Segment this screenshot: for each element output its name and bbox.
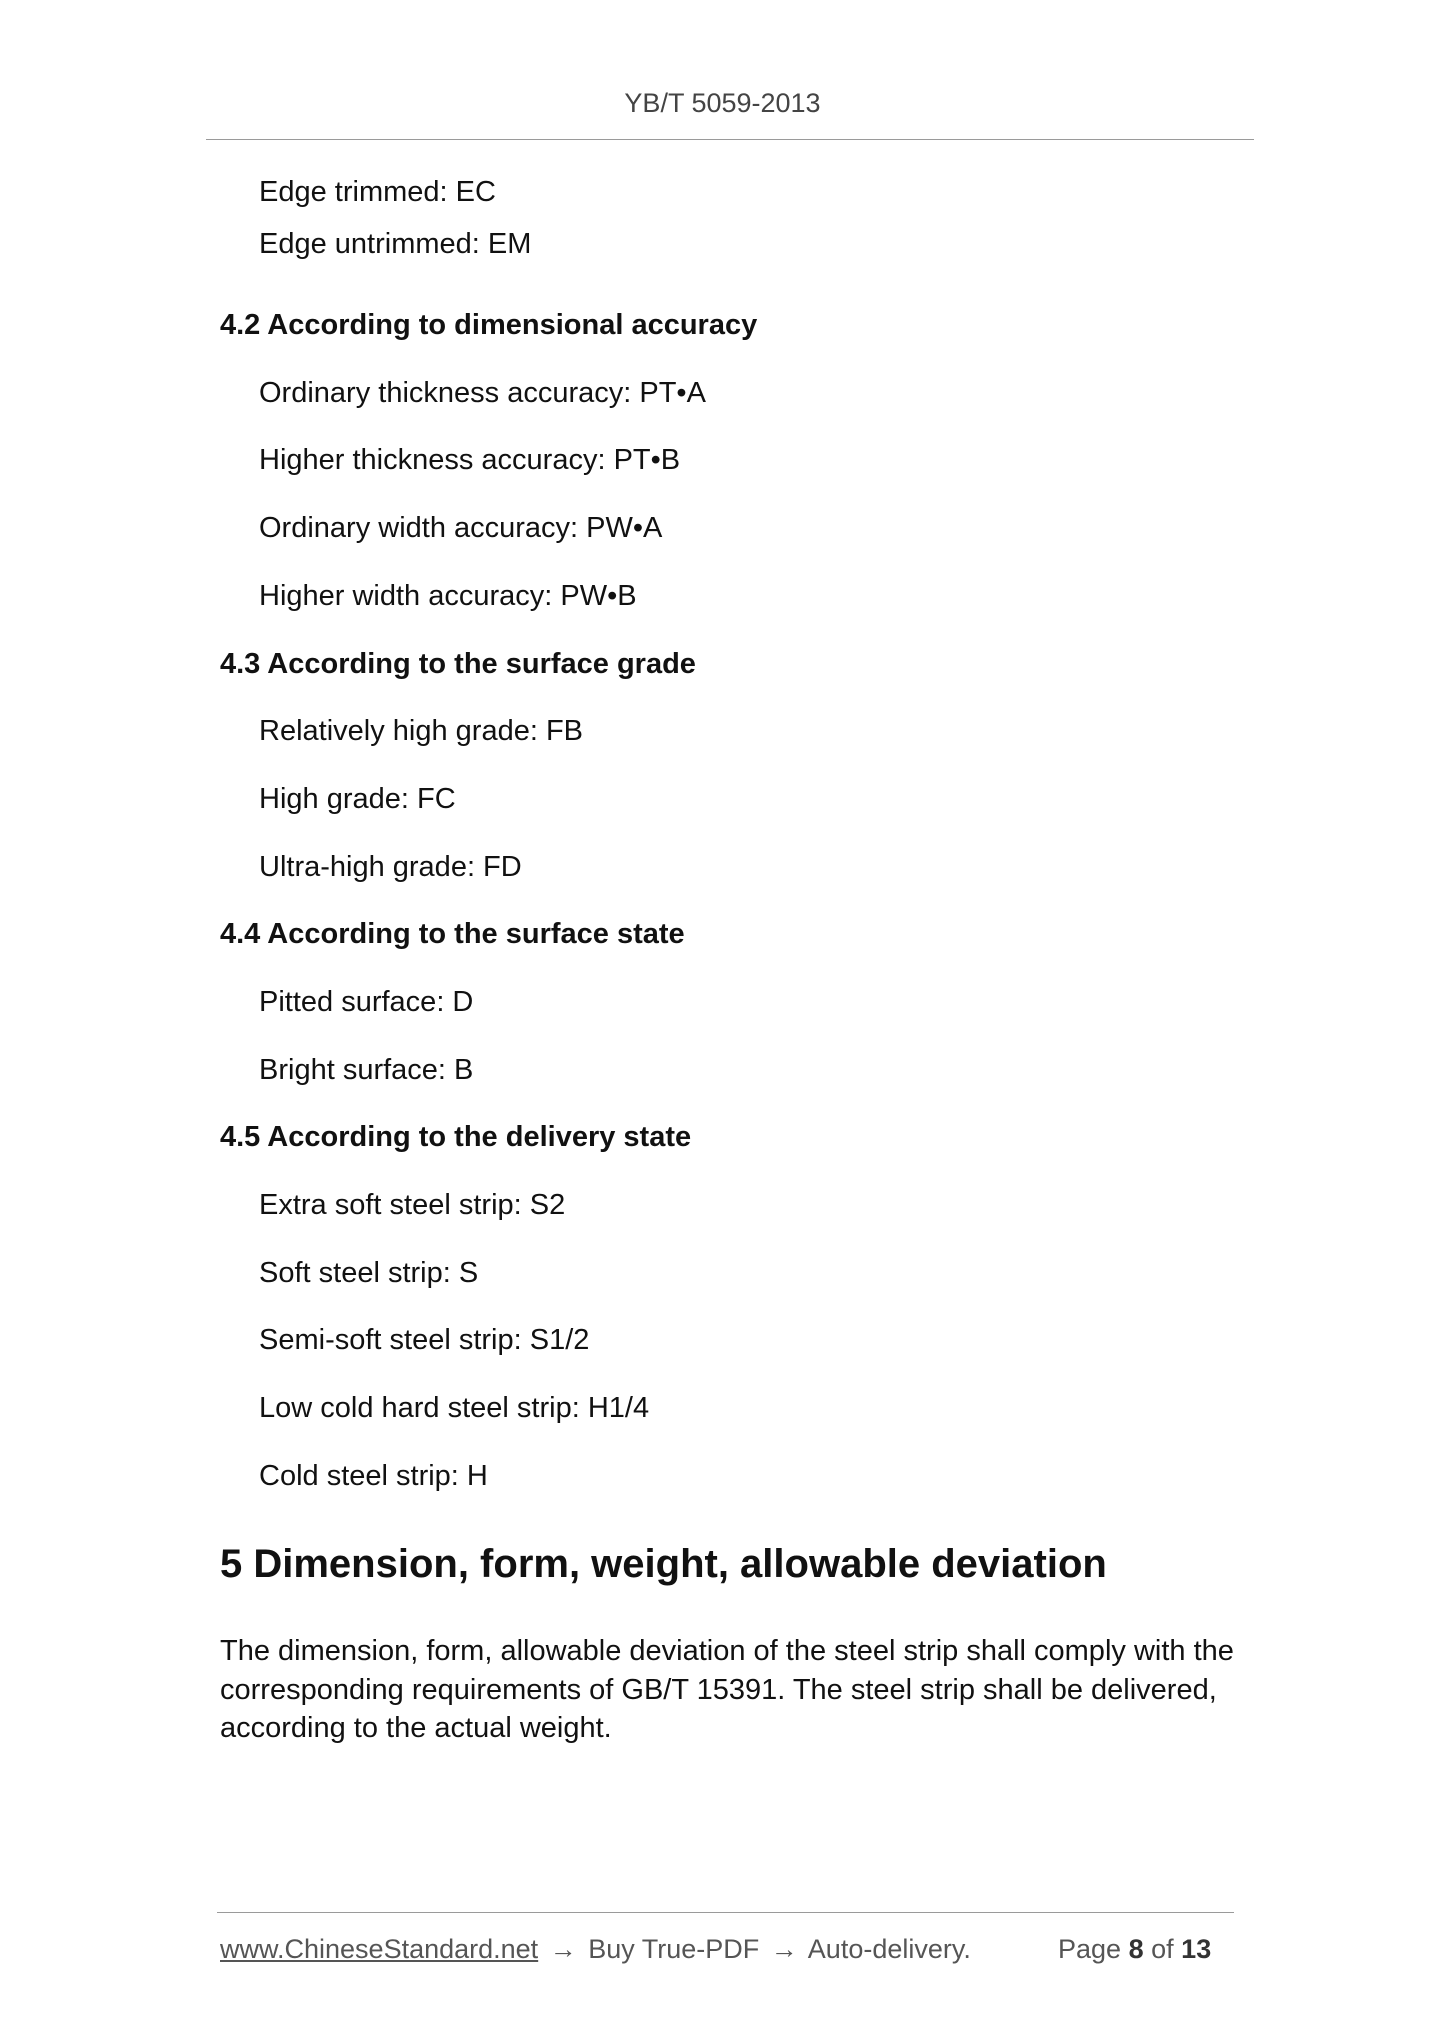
list-item: Soft steel strip: S xyxy=(259,1257,479,1289)
paragraph-line: according to the actual weight. xyxy=(220,1712,612,1744)
section-5-title: 5 Dimension, form, weight, allowable deviation xyxy=(220,1542,1107,1586)
paragraph-line: The dimension, form, allowable deviation of the steel strip shall comply with the xyxy=(220,1635,1234,1667)
of-label: of xyxy=(1151,1934,1174,1964)
website-link[interactable]: www.ChineseStandard.net xyxy=(220,1934,539,1964)
footer-divider xyxy=(217,1912,1234,1913)
list-item: Semi-soft steel strip: S1/2 xyxy=(259,1324,590,1356)
list-item: Ordinary thickness accuracy: PT•A xyxy=(259,377,706,409)
page-current: 8 xyxy=(1128,1934,1144,1964)
heading-4-4: 4.4 According to the surface state xyxy=(220,918,685,950)
header-standard-code: YB/T 5059-2013 xyxy=(624,88,821,118)
arrow-right-icon: → xyxy=(770,1934,798,1964)
list-item: Pitted surface: D xyxy=(259,986,474,1018)
list-item: Cold steel strip: H xyxy=(259,1460,488,1492)
heading-4-3: 4.3 According to the surface grade xyxy=(220,648,696,680)
list-item: High grade: FC xyxy=(259,783,456,815)
auto-delivery-text: Auto-delivery. xyxy=(807,1934,971,1964)
list-item: Low cold hard steel strip: H1/4 xyxy=(259,1392,650,1424)
list-item: Ultra-high grade: FD xyxy=(259,851,522,883)
section-5-paragraph xyxy=(220,1632,1260,1748)
footer-promo xyxy=(220,1934,971,1965)
page-total: 13 xyxy=(1181,1934,1212,1964)
arrow-right-icon: → xyxy=(549,1934,577,1964)
list-item-edge-untrimmed: Edge untrimmed: EM xyxy=(259,228,532,260)
page-indicator xyxy=(1058,1934,1211,1965)
list-item: Higher width accuracy: PW•B xyxy=(259,580,637,612)
list-item: Relatively high grade: FB xyxy=(259,715,583,747)
paragraph-line: corresponding requirements of GB/T 15391. The steel strip shall be delivered, xyxy=(220,1673,1217,1706)
list-item: Extra soft steel strip: S2 xyxy=(259,1189,566,1221)
page-label: Page xyxy=(1058,1934,1122,1964)
list-item-edge-trimmed: Edge trimmed: EC xyxy=(259,176,496,208)
buy-pdf-text: Buy True-PDF xyxy=(588,1934,760,1964)
heading-4-5: 4.5 According to the delivery state xyxy=(220,1121,692,1153)
list-item: Ordinary width accuracy: PW•A xyxy=(259,512,663,544)
header-divider xyxy=(206,139,1254,140)
list-item: Bright surface: B xyxy=(259,1054,474,1086)
list-item: Higher thickness accuracy: PT•B xyxy=(259,444,681,476)
heading-4-2: 4.2 According to dimensional accuracy xyxy=(220,309,758,341)
